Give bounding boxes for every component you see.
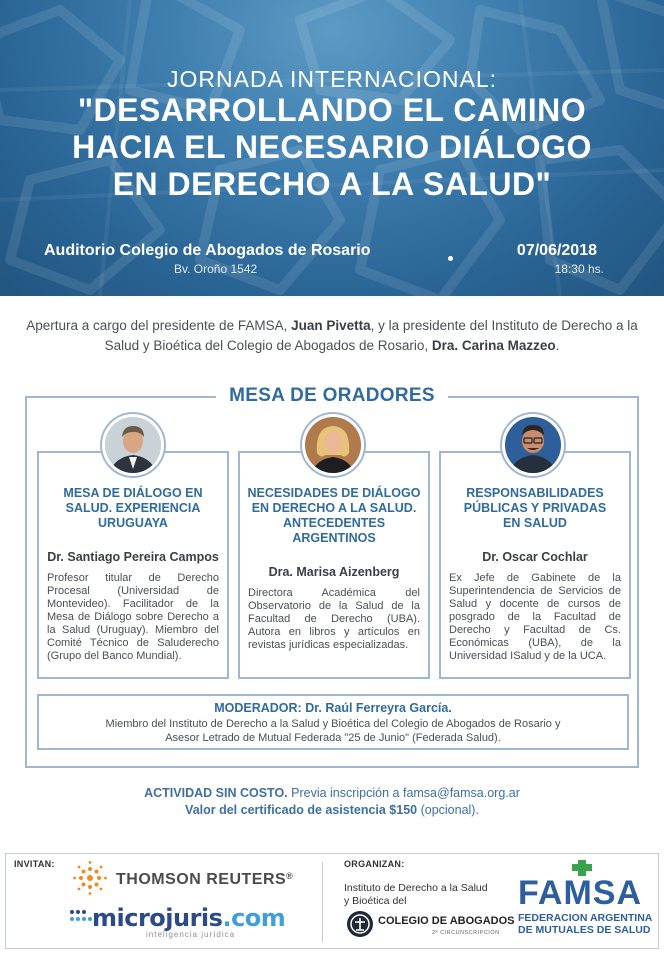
talk-title xyxy=(43,486,223,531)
microjuris-dots-icon xyxy=(68,908,92,930)
speaker-bio: Profesor titular de Derecho Procesal (Universidad de Montevideo). Facilitador de la Mesa de Diálogo sobre Derecho a la Salud (Uruguay). Miembro del Comité Técnico de Saluderecho (Grupo del Banco Mundial). xyxy=(47,572,219,662)
thomson-reuters-text: THOMSON REUTERS xyxy=(116,871,287,888)
microjuris-tagline: inteligencia jurídica xyxy=(146,930,236,939)
famsa-line: DE MUTUALES DE SALUD xyxy=(518,924,651,936)
opening-name-mazzeo: Dra. Carina Mazzeo xyxy=(431,338,556,353)
microjuris-text: microjuris xyxy=(92,904,223,932)
speaker-photo-pereira xyxy=(102,414,164,476)
event-title-line: "DESARROLLANDO EL CAMINO xyxy=(77,92,587,128)
talk-title xyxy=(445,486,625,531)
speaker-name: Dr. Oscar Cochlar xyxy=(482,550,588,564)
certificate-optional: (opcional). xyxy=(417,803,479,817)
certificate-price: Valor del certificado de asistencia $150 xyxy=(185,803,418,817)
portrait-woman-icon xyxy=(305,417,361,473)
microjuris-name xyxy=(92,904,285,932)
colegio-abogados-seal-icon xyxy=(346,910,374,938)
speakers-panel-heading: MESA DE ORADORES xyxy=(216,384,448,408)
microjuris-domain: .com xyxy=(222,904,286,932)
speaker-bio: Directora Académica del Observatorio de la Salud de la Facultad de Derecho (UBA). Autora en libros y artículos en revistas jurídicas especializadas. xyxy=(248,587,420,651)
sponsors-divider xyxy=(322,862,323,942)
talk-title xyxy=(244,486,424,546)
invitan-label: INVITAN: xyxy=(14,859,55,869)
free-activity-label: ACTIVIDAD SIN COSTO. xyxy=(144,786,288,800)
talk-title-line: ARGENTINOS xyxy=(292,531,376,545)
moderator-title xyxy=(39,701,627,715)
moderator-name: Dr. Raúl Ferreyra García. xyxy=(305,701,452,715)
registration-email-text: Previa inscripción a famsa@famsa.org.ar xyxy=(287,786,520,800)
speaker-name: Dr. Santiago Pereira Campos xyxy=(47,550,219,564)
speaker-name: Dra. Marisa Aizenberg xyxy=(268,565,400,579)
moderator-label: MODERADOR: xyxy=(214,701,302,715)
event-address: Bv. Oroño 1542 xyxy=(174,262,258,276)
instituto-line: y Bioética del xyxy=(344,895,407,907)
thomson-reuters-logo-icon xyxy=(72,860,108,896)
speaker-card-cochlar xyxy=(439,451,631,679)
opening-text-part: . xyxy=(555,338,560,353)
organizan-label: ORGANIZAN: xyxy=(344,859,405,869)
instituto-text xyxy=(344,882,488,908)
moderator-bio-line: Miembro del Instituto de Derecho a la Salud y Bioética del Colegio de Abogados de Rosario y xyxy=(105,718,561,730)
event-title-line: HACIA EL NECESARIO DIÁLOGO xyxy=(72,129,592,165)
talk-title-line: MESA DE DIÁLOGO EN xyxy=(63,486,203,500)
event-kicker: JORNADA INTERNACIONAL: xyxy=(167,66,497,92)
famsa-full-name xyxy=(518,912,654,936)
opening-name-pivetta: Juan Pivetta xyxy=(291,318,371,333)
moderator-box xyxy=(37,694,629,750)
talk-title-line: SALUD. EXPERIENCIA xyxy=(65,501,201,515)
colegio-abogados-circunscripcion: 2ª CIRCUNSCRIPCIÓN xyxy=(432,930,500,936)
talk-title-line: URUGUAYA xyxy=(98,516,168,530)
speaker-photo-aizenberg xyxy=(302,414,364,476)
talk-title-line: EN SALUD xyxy=(503,516,567,530)
opening-text-part: , y la presidente del Instituto de Derecho a la Salud y Bioética del Colegio de Abogados de Rosario, xyxy=(104,318,638,353)
instituto-line: Instituto de Derecho a la Salud xyxy=(344,882,488,894)
talk-title-line: RESPONSABILIDADES xyxy=(466,486,604,500)
talk-title-line: NECESIDADES DE DIÁLOGO xyxy=(247,486,421,500)
famsa-line: FEDERACION ARGENTINA xyxy=(518,912,653,924)
opening-text-part: Apertura a cargo del presidente de FAMSA, xyxy=(26,318,292,333)
speaker-bio: Ex Jefe de Gabinete de la Superintendencia de Servicios de Salud y docente de cursos de posgrado de la Facultad de Derecho y Facultad de Cs. Económicas (UBA), de la Universidad ISalud y de la UCA. xyxy=(449,572,621,662)
event-venue: Auditorio Colegio de Abogados de Rosario xyxy=(44,242,371,259)
event-header xyxy=(0,0,664,296)
speaker-photo-cochlar xyxy=(502,414,564,476)
event-title-line: EN DERECHO A LA SALUD" xyxy=(112,166,552,202)
talk-title-line: ANTECEDENTES xyxy=(282,516,386,530)
speaker-card-aizenberg xyxy=(238,451,430,679)
event-title xyxy=(0,92,664,203)
portrait-man-glasses-icon xyxy=(505,417,561,473)
talk-title-line: EN DERECHO A LA SALUD. xyxy=(251,501,417,515)
moderator-bio-line: Asesor Letrado de Mutual Federada "25 de Junio" (Federada Salud). xyxy=(165,732,501,744)
registration-info xyxy=(0,786,664,800)
registered-mark: ® xyxy=(286,871,294,881)
event-date: 07/06/2018 xyxy=(516,242,597,259)
speaker-card-pereira xyxy=(37,451,229,679)
certificate-info xyxy=(0,803,664,817)
famsa-logo-text: FAMSA xyxy=(518,874,642,912)
portrait-man-icon xyxy=(105,417,161,473)
separator-dot xyxy=(448,256,453,261)
opening-text xyxy=(20,316,644,356)
thomson-reuters-name xyxy=(116,871,293,889)
talk-title-line: PÚBLICAS Y PRIVADAS xyxy=(463,501,607,515)
sponsors-bar xyxy=(5,853,659,949)
event-time: 18:30 hs. xyxy=(554,262,604,276)
colegio-abogados-name: COLEGIO DE ABOGADOS xyxy=(378,915,515,927)
